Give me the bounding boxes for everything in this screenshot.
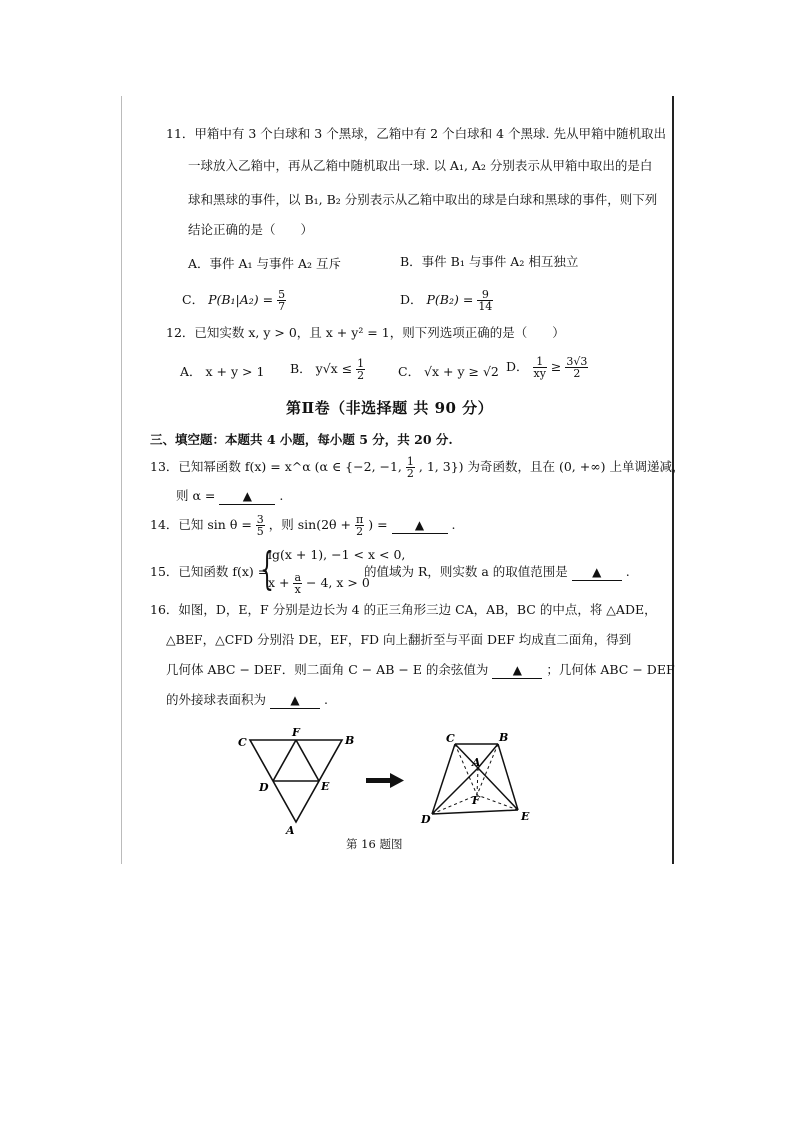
q16-line3-post: ；几何体 ABC − DEF xyxy=(546,662,675,677)
solid-hidden-df xyxy=(432,795,477,814)
q11-option-c-label: C． xyxy=(182,292,205,307)
q12-stem: 12．已知实数 x, y > 0，且 x + y² = 1，则下列选项正确的是（ ） xyxy=(166,325,565,340)
q12-option-b-pre: B． y√x ≤ xyxy=(290,361,353,376)
q13-num: 1 xyxy=(406,455,414,468)
net-line-fd xyxy=(273,740,296,781)
q11-line1: 11．甲箱中有 3 个白球和 3 个黑球，乙箱中有 2 个白球和 4 个黑球. 先从甲箱中随机取出 xyxy=(166,126,666,141)
solid-label-f: F xyxy=(472,794,480,807)
net-label-c: C xyxy=(238,736,247,749)
q12-option-d-pre: D． xyxy=(506,359,529,374)
q13-line1-pre: 13．已知幂函数 f(x) = x^α (α ∈ {−2, −1, xyxy=(150,459,402,474)
q16-line1: 16．如图，D，E，F 分别是边长为 4 的正三角形三边 CA，AB，BC 的中点，将 △ADE， xyxy=(150,602,657,617)
q14-den1: 5 xyxy=(256,525,264,538)
part2-title: 第Ⅱ卷（非选择题 共 90 分） xyxy=(286,399,494,417)
solid-hidden-af xyxy=(477,768,478,795)
q15-case2-pre: x + xyxy=(268,575,290,590)
q12-option-d-den2: 2 xyxy=(573,367,581,380)
q13-line2-post: . xyxy=(279,488,284,503)
q11-option-d-num: 9 xyxy=(477,289,493,301)
q15-case2-post: − 4, x > 0 xyxy=(306,575,370,590)
q16-line2: △BEF，△CFD 分别沿 DE，EF，FD 向上翻折至与平面 DEF 均成直二面角，得到 xyxy=(166,632,632,647)
q11-option-c-den: 7 xyxy=(278,300,286,313)
q16-line3-pre: 几何体 ABC − DEF．则二面角 C − AB − E 的余弦值为 xyxy=(166,662,489,677)
q14-den2: 2 xyxy=(356,525,364,538)
q12-option-b-den: 2 xyxy=(357,369,365,382)
q15-case2-den: x xyxy=(294,583,301,596)
solid-label-e: E xyxy=(521,810,530,823)
q11-option-d-den: 14 xyxy=(478,300,493,313)
q12-option-b-num: 1 xyxy=(357,357,365,370)
q14-end: . xyxy=(451,517,456,532)
q12-option-a: A． x + y > 1 xyxy=(180,364,265,379)
net-label-d: D xyxy=(259,781,269,794)
net-label-f: F xyxy=(292,726,300,739)
q11-option-c-num: 5 xyxy=(278,288,286,301)
solid-edge-de xyxy=(432,810,518,814)
solid-label-a: A xyxy=(472,756,481,769)
q12-option-d-num2: 3√3 xyxy=(566,355,588,368)
q15-case2-num: a xyxy=(294,571,302,584)
q11-line2: 一球放入乙箱中，再从乙箱中随机取出一球. 以 A₁, A₂ 分别表示从甲箱中取出的是白 xyxy=(188,158,653,173)
net-label-b: B xyxy=(345,734,355,747)
q11-option-d-expr: P(B₂) = xyxy=(426,292,474,307)
q11-line4: 结论正确的是（ ） xyxy=(188,222,314,237)
q12-option-d-num1: 1 xyxy=(533,356,547,368)
section3-heading: 三、填空题：本题共 4 小题，每小题 5 分，共 20 分. xyxy=(150,432,453,447)
q16-answer-blank-1[interactable]: ▲ xyxy=(492,662,542,679)
net-label-a: A xyxy=(286,824,295,837)
q11-option-c-expr: P(B₁|A₂) = xyxy=(208,292,274,307)
q12-option-d-den1: xy xyxy=(533,367,546,380)
q13-line2-pre: 则 α = xyxy=(176,488,216,503)
q13-den: 2 xyxy=(406,467,414,480)
q14-mid: ，则 sin(2θ + xyxy=(268,517,352,532)
solid-label-c: C xyxy=(446,732,455,745)
q16-line4-post: . xyxy=(323,692,328,707)
q14-num1: 3 xyxy=(256,513,264,526)
q16-line4-pre: 的外接球表面积为 xyxy=(166,692,267,707)
figure-caption: 第 16 题图 xyxy=(346,837,403,851)
q14-post: ) = xyxy=(368,517,388,532)
q14-num2: π xyxy=(356,513,364,526)
q11-option-d-label: D． xyxy=(400,292,423,307)
q11-option-b: B．事件 B₁ 与事件 A₂ 相互独立 xyxy=(400,254,579,269)
q14-pre: 14．已知 sin θ = xyxy=(150,517,252,532)
q15-end: . xyxy=(625,564,630,579)
q11-option-a: A．事件 A₁ 与事件 A₂ 互斥 xyxy=(188,256,341,271)
solid-label-d: D xyxy=(421,813,431,826)
q12-option-d-ge: ≥ xyxy=(550,359,562,374)
q15-brace: { xyxy=(260,544,274,595)
net-line-fe xyxy=(296,740,319,781)
q15-answer-blank[interactable]: ▲ xyxy=(572,564,622,581)
q15-post: 的值域为 R，则实数 a 的取值范围是 xyxy=(364,564,568,579)
q15-pre: 15．已知函数 f(x) = xyxy=(150,564,269,579)
q13-line1-post: , 1, 3}) 为奇函数，且在 (0, +∞) 上单调递减， xyxy=(418,459,685,474)
fold-arrow-icon xyxy=(366,773,404,788)
q16-answer-blank-2[interactable]: ▲ xyxy=(270,692,320,709)
net-label-e: E xyxy=(321,780,330,793)
q13-answer-blank[interactable]: ▲ xyxy=(219,488,275,505)
q11-line3: 球和黑球的事件，以 B₁, B₂ 分别表示从乙箱中取出的球是白球和黑球的事件，则下列 xyxy=(188,192,658,207)
q12-option-c: C． √x + y ≥ √2 xyxy=(398,364,499,379)
solid-label-b: B xyxy=(499,731,509,744)
solid-edge-ba xyxy=(478,744,498,768)
q15-case1: lg(x + 1), −1 < x < 0, xyxy=(268,547,406,562)
q14-answer-blank[interactable]: ▲ xyxy=(392,517,448,534)
